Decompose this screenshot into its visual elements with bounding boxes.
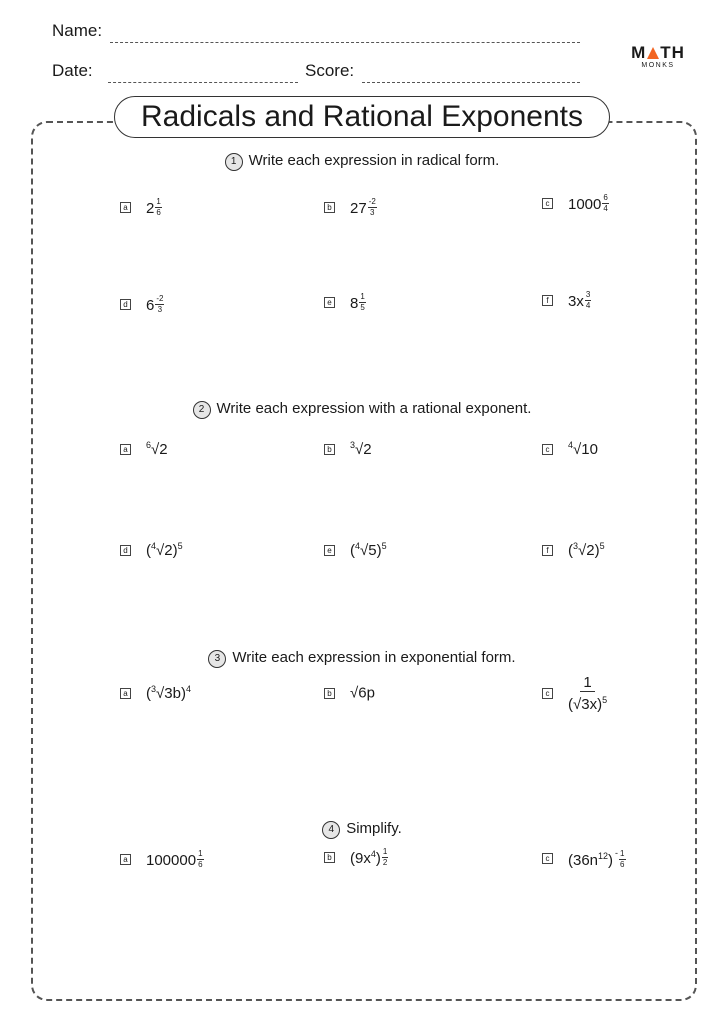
problem-2a: a $^6$√2 (120, 440, 168, 458)
problem-2d: d $(^4√2)^5$ (120, 541, 183, 559)
problem-1d: d 6 $\frac{-2}{3}$ (120, 295, 164, 314)
section-2-instruction: 2 Write each expression with a rational exponent. (0, 400, 724, 419)
problem-2c: c $^4$√10 (542, 440, 598, 458)
problem-2f: f $(^3√2)^5$ (542, 541, 605, 559)
problem-1f: f 3x $\frac{3}{4}$ (542, 291, 591, 310)
problem-2b: b $^3$√2 (324, 440, 372, 458)
problem-4a: a 100000 $\frac{1}{6}$ (120, 850, 204, 869)
date-field[interactable] (108, 82, 298, 83)
problem-2e: e $(^4√5)^5$ (324, 541, 387, 559)
problem-3b: b √6p (324, 684, 375, 702)
section-3-instruction: 3 Write each expression in exponential form. (0, 649, 724, 668)
section-number-badge: 2 (193, 401, 211, 419)
section-number-badge: 3 (208, 650, 226, 668)
date-label: Date: (52, 61, 93, 80)
section-number-badge: 4 (322, 821, 340, 839)
logo-subtitle: MONKS (641, 62, 675, 69)
problem-1c: c 1000 $\frac{6}{4}$ (542, 194, 609, 213)
problem-1b: b 27 $\frac{-2}{3}$ (324, 198, 377, 217)
section-1-instruction: 1 Write each expression in radical form. (0, 152, 724, 171)
section-number-badge: 1 (225, 153, 243, 171)
page-title: Radicals and Rational Exponents (114, 96, 610, 138)
score-field[interactable] (362, 82, 580, 83)
problem-1a: a 2 $\frac{1}{6}$ (120, 198, 162, 217)
score-label: Score: (305, 61, 355, 80)
math-monks-logo: M TH MONKS (628, 44, 688, 69)
problem-3c: c $\frac{1}{(√3x)^5}$ (542, 674, 607, 713)
problem-3a: a $(^3√3b)^4$ (120, 684, 191, 702)
worksheet-frame (31, 121, 697, 1001)
problem-4b: b $(9x^4)$ $\frac{1}{2}$ (324, 848, 388, 867)
problem-4c: c $(36n^{12})$ - $\frac{1}{6}$ (542, 848, 626, 869)
triangle-icon (647, 47, 659, 59)
problem-1e: e 8 $\frac{1}{5}$ (324, 293, 366, 312)
name-field[interactable] (110, 42, 580, 43)
name-label: Name: (52, 21, 103, 40)
section-4-instruction: 4 Simplify. (0, 820, 724, 839)
